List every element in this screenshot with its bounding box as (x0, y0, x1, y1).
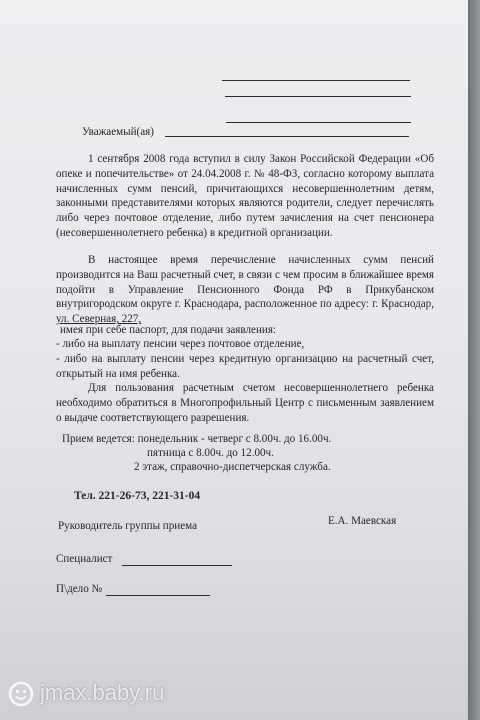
file-number-line (106, 595, 210, 596)
greeting-text: Уважаемый(ая) (82, 126, 154, 138)
option-credit-org: - либо на выплату пенсии через кредитную организацию на расчетный счет, открытый на имя ребенка. (56, 353, 434, 380)
schedule-friday: пятница с 8.00ч. до 12.00ч. (147, 447, 274, 459)
watermark (8, 677, 208, 709)
smiley-logo-icon (8, 681, 34, 707)
paragraph-account-usage: Для пользования расчетным счетом несовершеннолетнего ребенка необходимо обратиться в Многопрофильный Центр с письменным заявлением о выдаче соответствующего разрешения. (56, 382, 434, 424)
phone-numbers: Тел. 221-26-73, 221-31-04 (74, 490, 201, 502)
address-line-1 (222, 80, 410, 81)
specialist-signature-line (122, 565, 232, 566)
passport-note: имея при себе паспорт, для подачи заявления: (60, 324, 277, 336)
head-of-reception-name: Е.А. Маевская (328, 515, 397, 527)
greeting (82, 125, 154, 140)
street-address: ул. Северная, 227, (56, 313, 142, 326)
paragraph-request (56, 253, 434, 327)
address-line-2 (225, 96, 411, 97)
address-line-3 (226, 122, 411, 123)
background-surface (468, 0, 480, 720)
head-of-reception-label: Руководитель группы приема (58, 520, 198, 532)
specialist-label: Специалист (56, 553, 113, 565)
schedule-location: 2 этаж, справочно-диспетчерская служба. (134, 461, 331, 473)
file-number-label: П\дело № (56, 583, 103, 595)
greeting-name-line (165, 136, 409, 137)
paragraph-request-main: В настоящее время перечисление начисленных сумм пенсий производится на Ваш расчетный счет, в связи с чем просим в ближайшее время подойти в Управление Пенсионного Фонда РФ в Прикубанском внутригородском округе г. Краснодара, расположенное по адресу: г. Краснодар, (56, 254, 434, 311)
schedule-weekdays: Прием ведется: понедельник - четверг с 8.00ч. до 16.00ч. (62, 433, 332, 445)
option-post-office: - либо на выплату пенсии через почтовое отделение, (56, 338, 305, 350)
watermark-text: jmax.baby.ru (40, 680, 165, 705)
paragraph-law: 1 сентября 2008 года вступил в силу Закон Российской Федерации «Об опеке и попечительстве» от 24.04.2008 г. № 48-ФЗ, согласно которому выплата начисленных сумм пенсий, причитающихся несовершеннолетним детям, законными представителями которых являются родители, следует перечислять либо через почтовое отделение, либо путем зачисления на счет пенсионера (несовершеннолетнего ребенка) в кредитной организации. (56, 153, 434, 239)
